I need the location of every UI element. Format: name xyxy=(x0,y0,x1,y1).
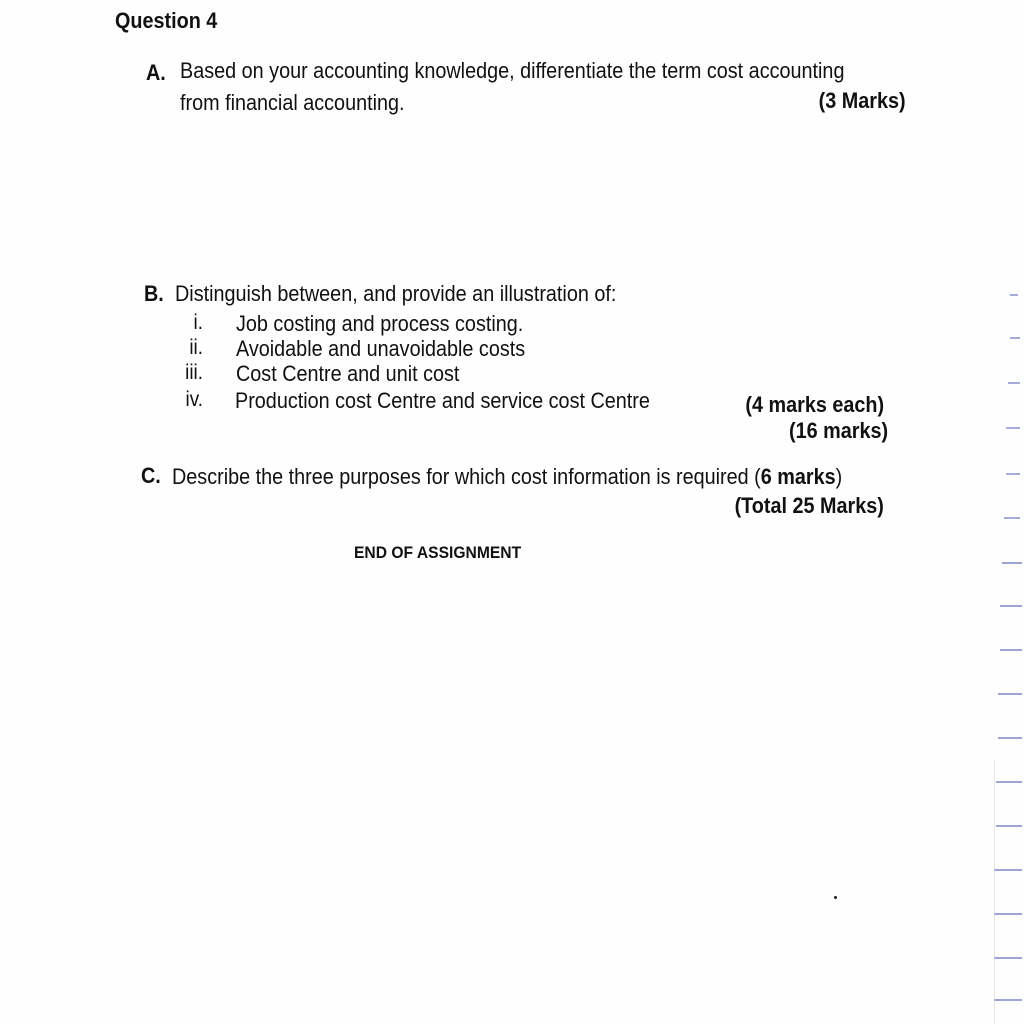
notebook-ruled-lines xyxy=(994,280,1024,1024)
part-b-item-3-text: Cost Centre and unit cost xyxy=(236,361,460,386)
part-b-letter: B. xyxy=(144,281,164,306)
part-a-letter: A. xyxy=(146,60,166,85)
part-b-item-2-text: Avoidable and unavoidable costs xyxy=(236,336,526,361)
part-a-marks: (3 Marks) xyxy=(819,88,906,113)
part-b-intro: Distinguish between, and provide an illustration of: xyxy=(175,281,617,306)
part-a-line-2: from financial accounting. xyxy=(180,90,405,115)
part-b-item-4-text: Production cost Centre and service cost Centre xyxy=(235,388,650,413)
part-c-text xyxy=(172,464,842,490)
part-c-question: Describe the three purposes for which cost information is required ( xyxy=(172,464,761,489)
total-marks: (Total 25 Marks) xyxy=(734,493,884,518)
part-b-item-4-number: iv. xyxy=(185,388,203,411)
part-c-close: ) xyxy=(835,464,843,489)
part-c-letter: C. xyxy=(141,463,161,488)
end-of-assignment: END OF ASSIGNMENT xyxy=(354,543,522,562)
question-title: Question 4 xyxy=(115,8,218,33)
part-c-marks: 6 marks xyxy=(760,464,836,489)
part-b-item-2-number: ii. xyxy=(189,336,203,359)
part-b-item-1-text: Job costing and process costing. xyxy=(236,311,524,336)
part-b-marks-total: (16 marks) xyxy=(788,418,888,443)
paper-speck xyxy=(834,896,837,899)
part-b-item-1-number: i. xyxy=(193,311,203,334)
part-b-marks-each: (4 marks each) xyxy=(745,392,884,417)
part-a-line-1: Based on your accounting knowledge, differentiate the term cost accounting xyxy=(180,58,845,83)
part-b-item-3-number: iii. xyxy=(185,361,203,384)
